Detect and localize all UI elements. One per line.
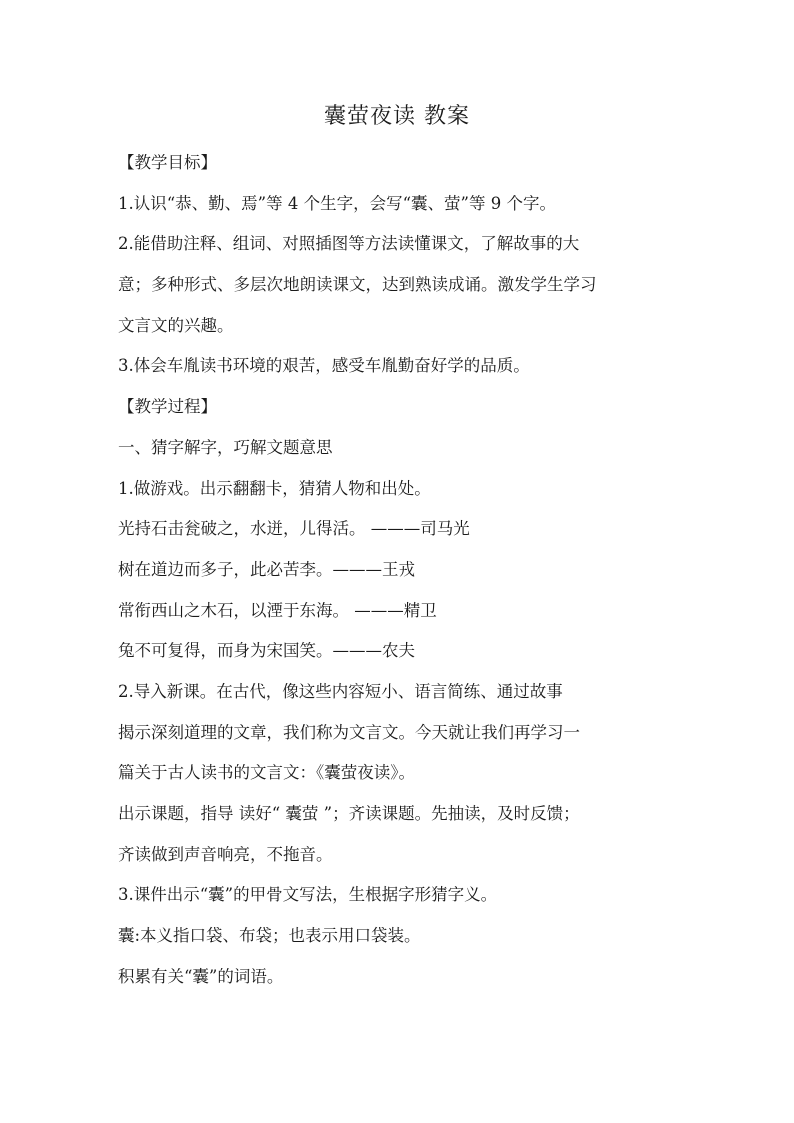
quote-sima-guang: 光持石击瓮破之，水迸，儿得活。 ———司马光 <box>118 519 470 539</box>
objective-2-line-3: 文言文的兴趣。 <box>118 315 234 335</box>
step-2-line-4: 出示课题，指导 读好“ 囊萤 ”；齐读课题。先抽读，及时反馈； <box>118 804 580 823</box>
section-heading-process: 【教学过程】 <box>118 397 217 417</box>
section-heading-objectives: 【教学目标】 <box>118 153 217 172</box>
document-title: 囊萤夜读 教案 <box>324 104 470 129</box>
definition-nang: 囊:本义指口袋、布袋；也表示用口袋装。 <box>118 926 421 946</box>
step-2-line-3: 篇关于古人读书的文言文：《囊萤夜读》。 <box>118 763 415 783</box>
quote-farmer: 兔不可复得，而身为宋国笑。———农夫 <box>118 641 415 661</box>
step-2-line-2: 揭示深刻道理的文章，我们称为文言文。今天就让我们再学习一 <box>118 722 580 742</box>
vocabulary-note: 积累有关“囊”的词语。 <box>118 966 284 986</box>
quote-wang-rong: 树在道边而多子，此必苦李。———王戎 <box>118 559 415 579</box>
objective-3: 3.体会车胤读书环境的艰苦，感受车胤勤奋好学的品质。 <box>118 356 530 376</box>
objective-1: 1.认识“恭、勤、焉”等 4 个生字，会写“囊、萤”等 9 个字。 <box>118 193 556 213</box>
quote-jingwei: 常衔西山之木石，以湮于东海。 ———精卫 <box>118 600 437 620</box>
objective-2-line-2: 意；多种形式、多层次地朗读课文，达到熟读成诵。激发学生学习 <box>118 275 597 295</box>
step-heading-1: 一、猜字解字，巧解文题意思 <box>118 437 333 457</box>
step-2-line-5: 齐读做到声音响亮，不拖音。 <box>118 844 333 864</box>
step-2-line-1: 2.导入新课。在古代，像这些内容短小、语言简练、通过故事 <box>118 681 563 701</box>
step-1-game: 1.做游戏。出示翻翻卡，猜猜人物和出处。 <box>118 478 431 498</box>
document-body <box>118 143 678 997</box>
objective-2-line-1: 2.能借助注释、组词、对照插图等方法读懂课文，了解故事的大 <box>118 234 580 254</box>
step-3: 3.课件出示“囊”的甲骨文写法，生根据字形猜字义。 <box>118 885 498 905</box>
